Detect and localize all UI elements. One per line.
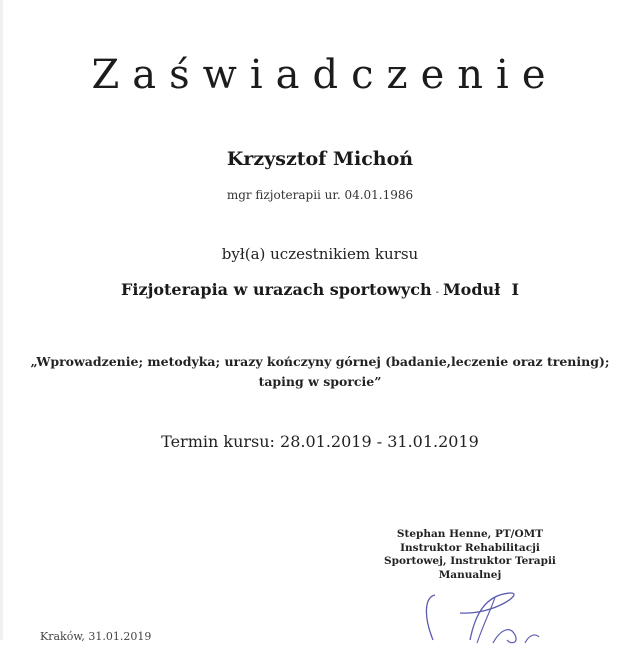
course-topics [0,352,640,392]
signer-title-1: Instruktor Rehabilitacji [400,541,540,554]
topics-line-1: „Wprowadzenie; metodyka; urazy kończyny górnej (badanie,leczenie oraz trening); [30,354,610,369]
course-name: Fizjoterapia w urazach sportowych [121,280,432,299]
signer-title-3: Manualnej [438,568,502,581]
signature-icon [415,585,545,645]
course-term: Termin kursu: 28.01.2019 - 31.01.2019 [161,432,479,451]
signer-name: Stephan Henne, PT/OMT [396,528,544,540]
document-title: Zaświadczenie [91,52,559,98]
signer-title-2: Sportowej, Instruktor Terapii [384,555,556,567]
place-date: Kraków, 31.01.2019 [40,630,152,643]
course-separator: - [435,287,439,298]
course-title [0,280,640,299]
participation-text: był(a) uczestnikiem kursu [221,245,419,263]
recipient-details: mgr fizjoterapii ur. 04.01.1986 [226,188,414,202]
course-module: Moduł I [442,280,519,299]
recipient-name: Krzysztof Michoń [226,148,414,170]
topics-line-2: taping w sporcie” [258,374,382,389]
signer-block [380,528,560,582]
